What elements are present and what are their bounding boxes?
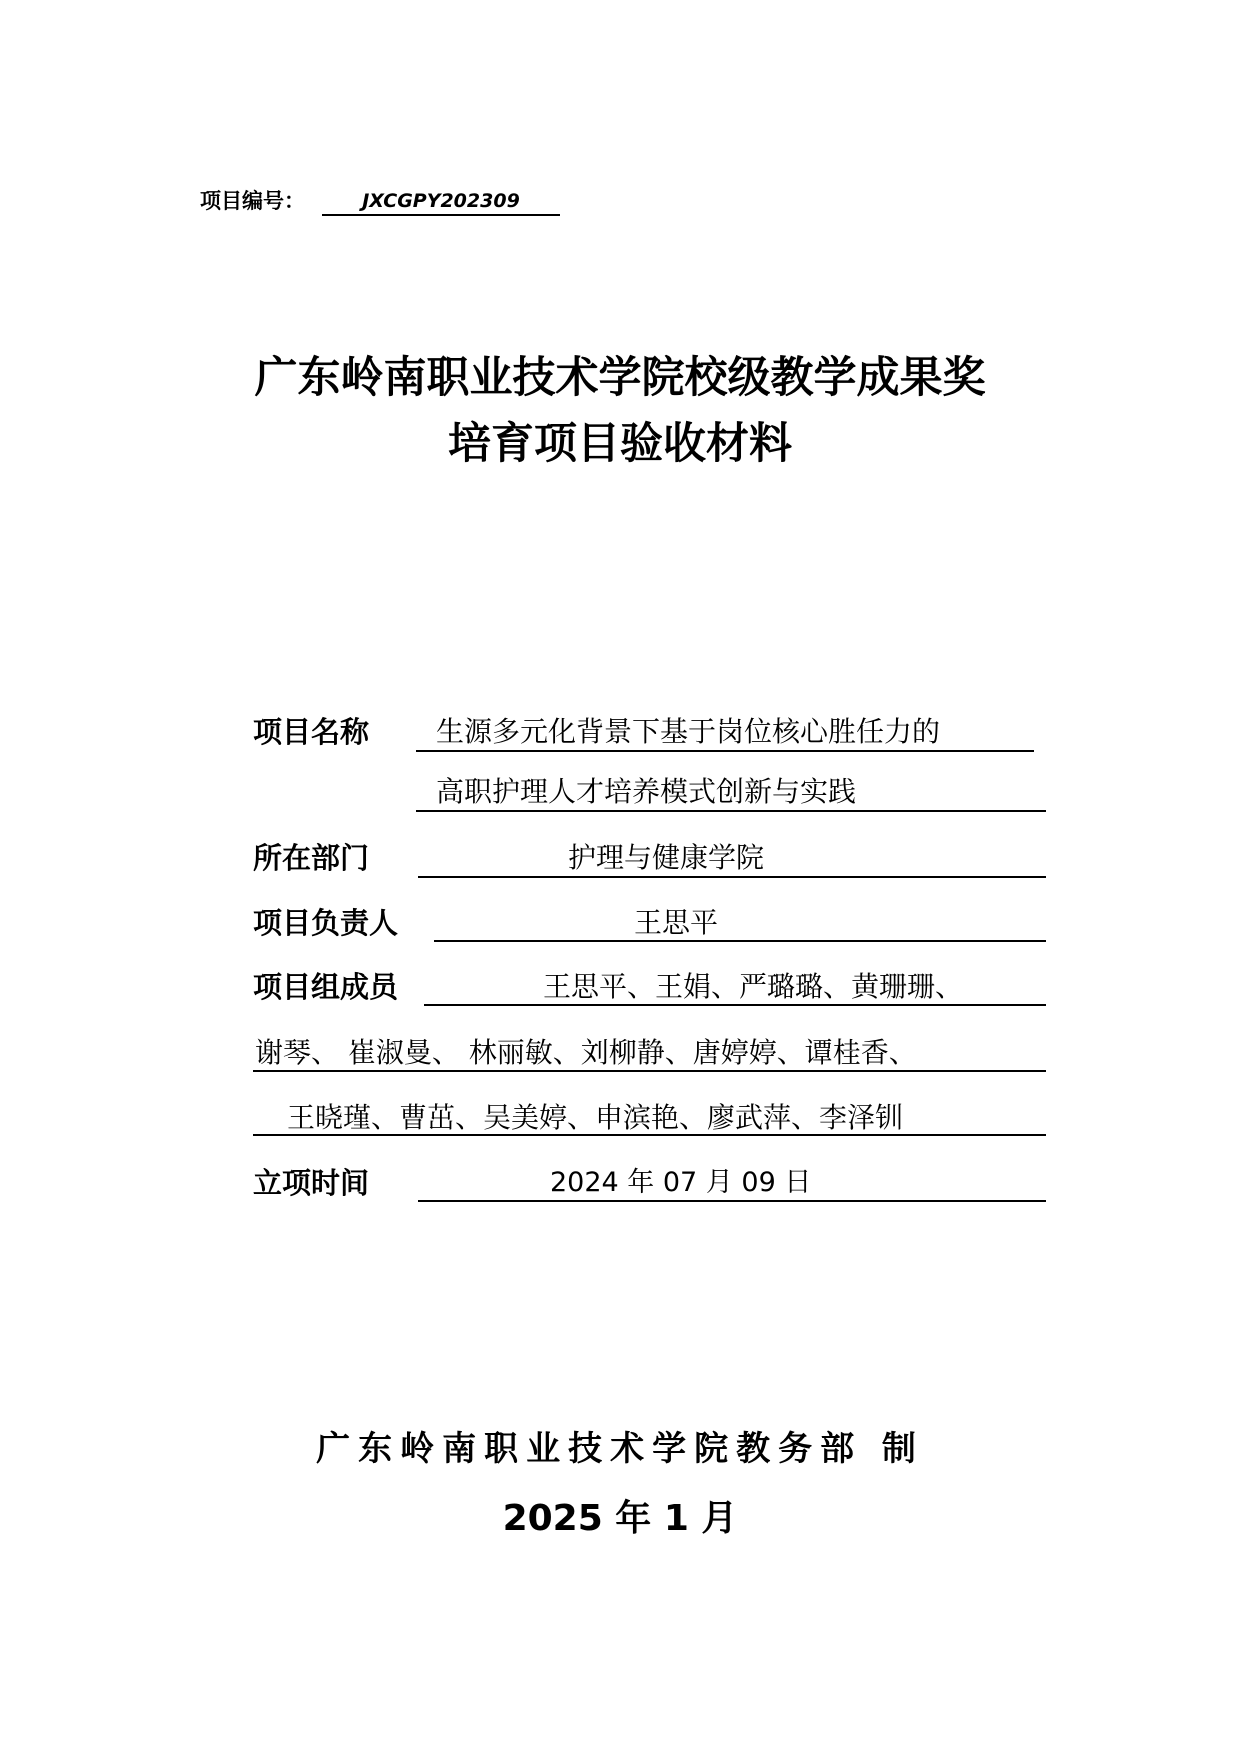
project-members-underline-3	[253, 1134, 1046, 1136]
project-members-line1: 王思平、王娟、严璐璐、黄珊珊、	[543, 970, 964, 1003]
project-name-underline-2	[416, 810, 1046, 812]
project-leader-value: 王思平	[634, 906, 719, 939]
department-value: 护理与健康学院	[568, 841, 765, 874]
issuing-organization: 广东岭南职业技术学院教务部 制	[316, 1429, 924, 1469]
project-number-value: JXCGPY202309	[362, 190, 520, 212]
department-underline	[418, 876, 1046, 878]
project-leader-underline	[434, 940, 1046, 942]
project-name-line1: 生源多元化背景下基于岗位核心胜任力的	[436, 715, 941, 748]
project-members-line2: 谢琴、 崔淑曼、 林丽敏、刘柳静、唐婷婷、谭桂香、	[255, 1036, 917, 1069]
project-members-label: 项目组成员	[253, 970, 399, 1004]
project-members-underline-2	[253, 1070, 1046, 1072]
project-name-line2: 高职护理人才培养模式创新与实践	[436, 775, 857, 808]
department-label: 所在部门	[253, 841, 370, 875]
start-date-label: 立项时间	[253, 1166, 370, 1200]
document-title-line1: 广东岭南职业技术学院校级教学成果奖	[254, 353, 986, 403]
start-date-underline	[418, 1200, 1046, 1202]
project-members-line3: 王晓瑾、曹茁、吴美婷、申滨艳、廖武萍、李泽钏	[287, 1101, 904, 1134]
project-name-underline-1	[416, 750, 1034, 752]
issue-date: 2025 年 1 月	[502, 1498, 738, 1539]
start-date-value: 2024 年 07 月 09 日	[550, 1167, 812, 1198]
project-name-label: 项目名称	[253, 715, 370, 749]
document-title-line2: 培育项目验收材料	[448, 419, 792, 469]
project-members-underline-1	[424, 1004, 1046, 1006]
project-number-underline	[322, 214, 560, 216]
project-leader-label: 项目负责人	[253, 906, 399, 940]
project-number-label: 项目编号：	[200, 189, 305, 213]
